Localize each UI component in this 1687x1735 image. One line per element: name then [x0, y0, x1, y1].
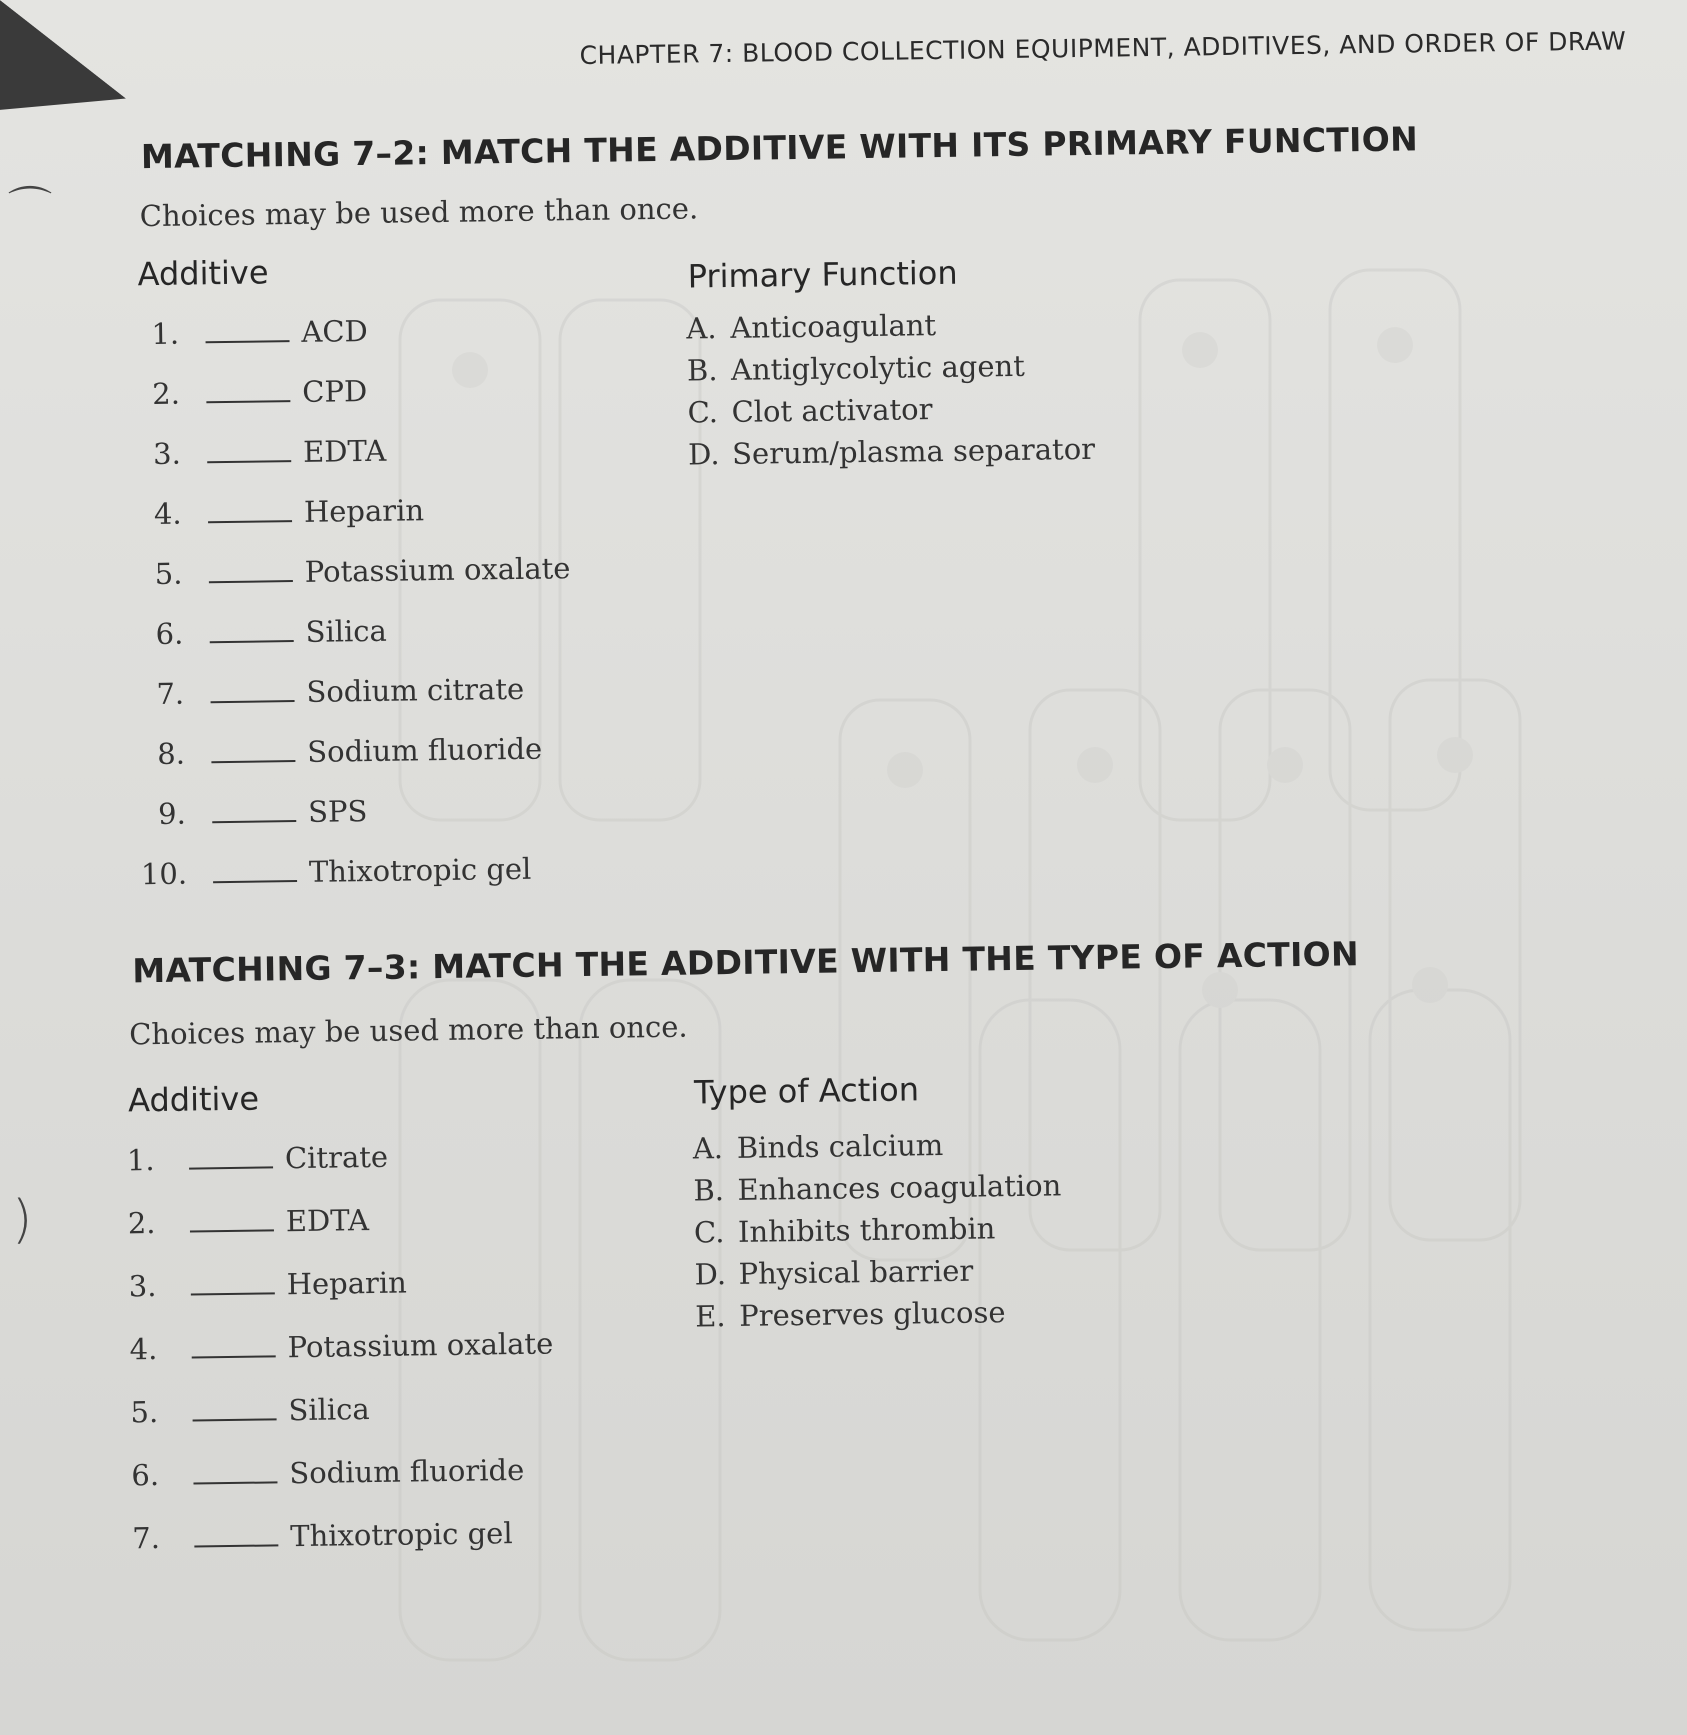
chapter-header: CHAPTER 7: BLOOD COLLECTION EQUIPMENT, ADDITIVES, AND ORDER OF DRAW [579, 26, 1627, 71]
choice-item: A. Anticoagulant [686, 308, 937, 346]
list-item: 4. Heparin [153, 493, 425, 531]
list-item: 9. SPS [157, 794, 368, 831]
matching-7-2-function-heading: Primary Function [687, 253, 958, 296]
matching-7-3-title: MATCHING 7–3: MATCH THE ADDITIVE WITH THE TYPE OF ACTION [132, 934, 1360, 991]
answer-blank[interactable] [210, 678, 294, 703]
answer-blank[interactable] [191, 1333, 275, 1358]
list-item: 1. ACD [151, 313, 369, 352]
list-item: 7. Thixotropic gel [132, 1516, 513, 1556]
matching-7-3-instruction: Choices may be used more than once. [128, 1009, 688, 1052]
answer-blank[interactable] [207, 438, 291, 463]
list-item: 5. Silica [130, 1392, 370, 1430]
matching-7-2-additive-heading: Additive [137, 253, 269, 294]
answer-blank[interactable] [211, 738, 295, 763]
binder-mark-icon: ) [12, 1190, 33, 1250]
choice-item: B. Enhances coagulation [693, 1168, 1062, 1208]
choice-item: D. Serum/plasma separator [687, 431, 1096, 472]
choice-item: B. Antiglycolytic agent [686, 348, 1026, 388]
list-item: 3. Heparin [128, 1265, 408, 1304]
answer-blank[interactable] [191, 1270, 275, 1295]
matching-7-3-action-heading: Type of Action [693, 1070, 920, 1112]
answer-blank[interactable] [192, 1396, 276, 1421]
matching-7-2-instruction: Choices may be used more than once. [139, 191, 699, 234]
answer-blank[interactable] [208, 498, 292, 523]
answer-blank[interactable] [205, 318, 289, 343]
answer-blank[interactable] [193, 1459, 277, 1484]
list-item: 7. Sodium citrate [156, 671, 525, 711]
list-item: 1. Citrate [126, 1139, 389, 1178]
list-item: 6. Sodium fluoride [131, 1452, 525, 1493]
list-item: 5. Potassium oxalate [154, 551, 571, 591]
choice-item: C. Inhibits thrombin [693, 1211, 996, 1250]
answer-blank[interactable] [206, 378, 290, 403]
answer-blank[interactable] [212, 798, 296, 823]
answer-blank[interactable] [209, 558, 293, 583]
list-item: 2. CPD [152, 374, 368, 412]
choice-item: A. Binds calcium [692, 1128, 944, 1166]
list-item: 6. Silica [155, 613, 388, 651]
matching-7-3-additive-heading: Additive [127, 1079, 260, 1120]
matching-7-2-title: MATCHING 7–2: MATCH THE ADDITIVE WITH ITS PRIMARY FUNCTION [140, 119, 1419, 177]
list-item: 8. Sodium fluoride [157, 731, 543, 771]
choice-item: D. Physical barrier [694, 1253, 974, 1292]
choice-item: C. Clot activator [687, 392, 933, 430]
list-item: 10. Thixotropic gel [140, 851, 532, 892]
choice-item: E. Preserves glucose [694, 1295, 1006, 1334]
answer-blank[interactable] [209, 618, 293, 643]
answer-blank[interactable] [189, 1144, 273, 1169]
answer-blank[interactable] [194, 1522, 278, 1547]
binder-mark-icon: ⌒ [8, 183, 52, 234]
answer-blank[interactable] [190, 1207, 274, 1232]
list-item: 4. Potassium oxalate [129, 1326, 554, 1367]
answer-blank[interactable] [213, 858, 297, 883]
list-item: 3. EDTA [152, 433, 387, 471]
list-item: 2. EDTA [127, 1203, 370, 1241]
